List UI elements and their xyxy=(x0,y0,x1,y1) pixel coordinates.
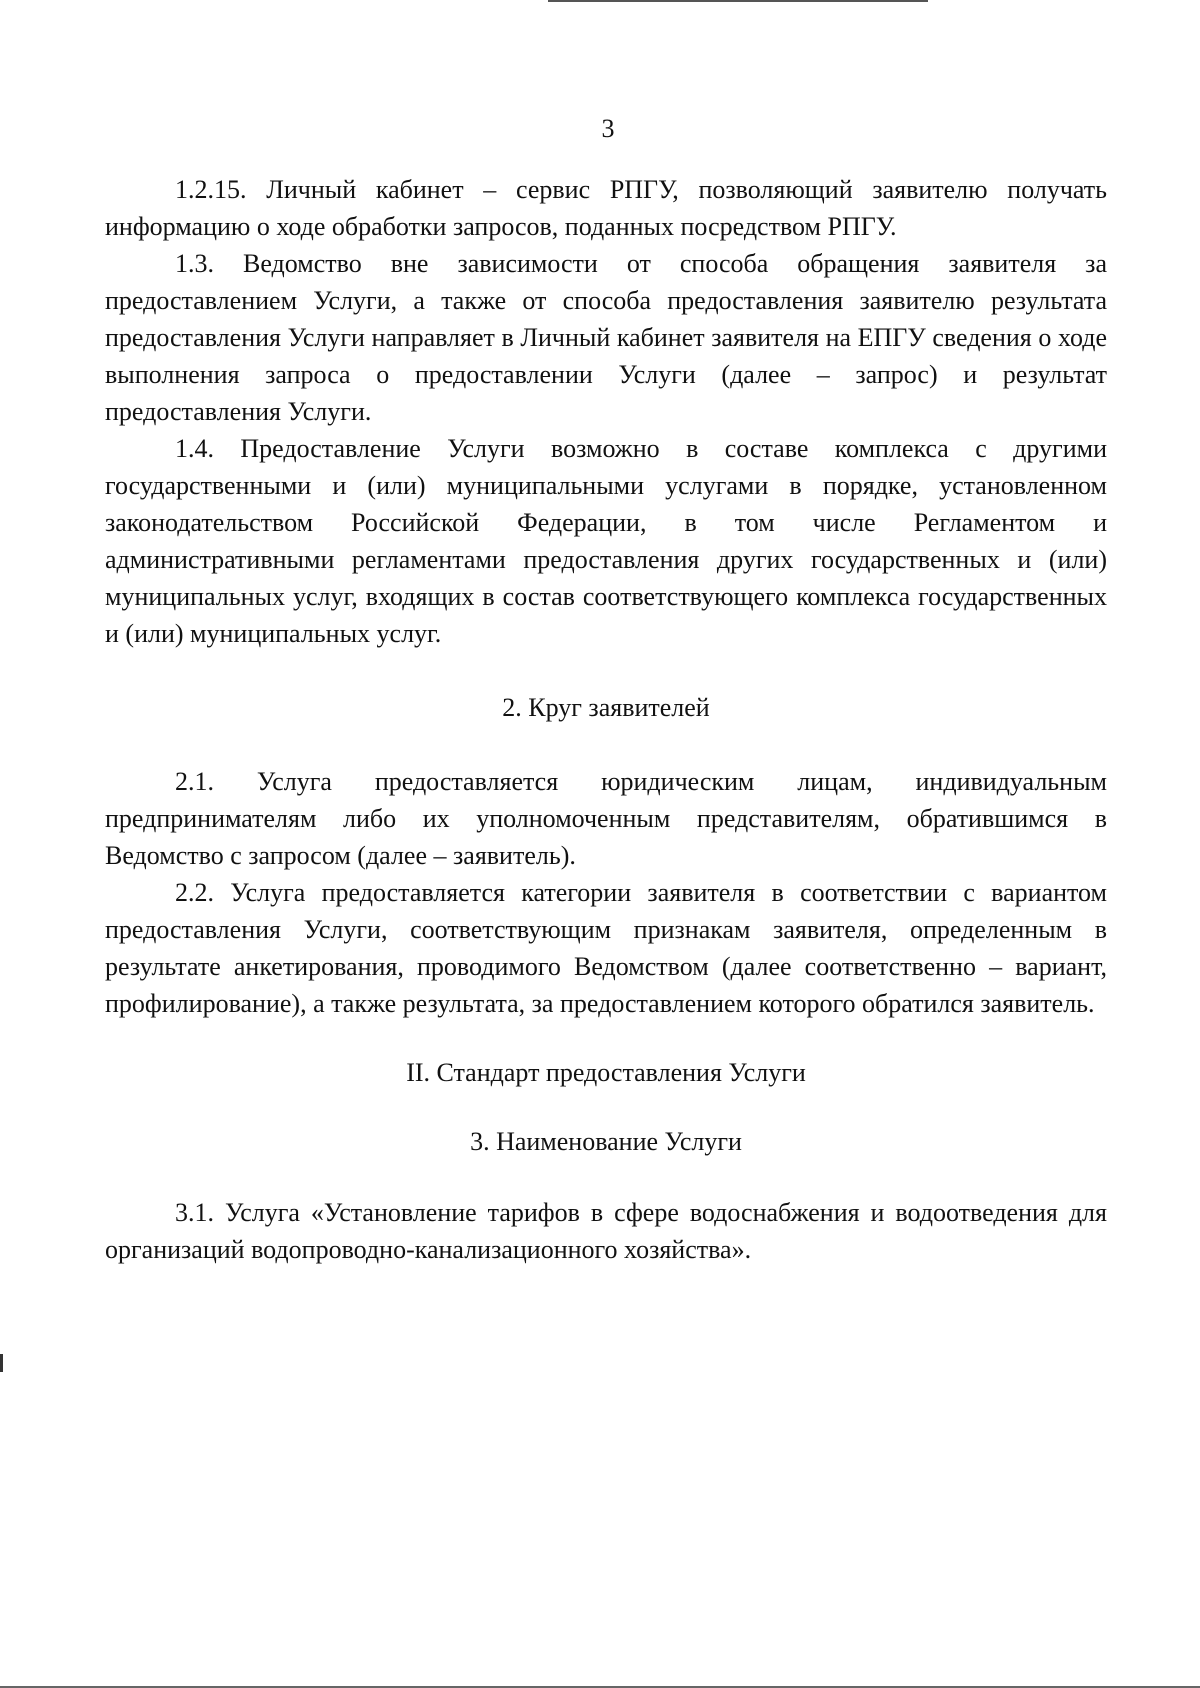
scan-mark-left xyxy=(0,1354,3,1372)
scan-border-top xyxy=(548,0,928,2)
document-body xyxy=(105,171,1107,1268)
paragraph-1-3: 1.3. Ведомство вне зависимости от способа обращения заявителя за предоставлением Услуги, а также от способа предоставления заявителю результата предоставления Услуги направляет в Личный кабинет заявителя на ЕПГУ сведения о ходе выполнения запроса о предоставлении Услуги (далее – запрос) и результат предоставления Услуги. xyxy=(105,249,1107,426)
page-number: 3 xyxy=(601,114,615,143)
section-heading-3: 3. Наименование Услуги xyxy=(470,1127,742,1156)
paragraph-2-1: 2.1. Услуга предоставляется юридическим лицам, индивидуальным предпринимателям либо их уполномоченным представителям, обратившимся в Ведомство с запросом (далее – заявитель). xyxy=(105,767,1107,870)
part-heading-ii: II. Стандарт предоставления Услуги xyxy=(406,1058,806,1087)
paragraph-2-2: 2.2. Услуга предоставляется категории заявителя в соответствии с вариантом предоставления Услуги, соответствующим признакам заявителя, определенным в результате анкетирования, проводимого Ведомством (далее соответственно – вариант, профилирование), а также результата, за предоставлением которого обратился заявитель. xyxy=(105,878,1107,1018)
section-heading-2: 2. Круг заявителей xyxy=(502,693,710,722)
paragraph-1-4: 1.4. Предоставление Услуги возможно в составе комплекса с другими государственными и (или) муниципальными услугами в порядке, установленном законодательством Российской Федерации, в том числе Регламентом и административными регламентами предоставления других государственных и (или) муниципальных услуг, входящих в состав соответствующего комплекса государственных и (или) муниципальных услуг. xyxy=(105,434,1107,648)
paragraph-1-2-15: 1.2.15. Личный кабинет – сервис РПГУ, позволяющий заявителю получать информацию о ходе обработки запросов, поданных посредством РПГУ. xyxy=(105,175,1107,241)
paragraph-3-1: 3.1. Услуга «Установление тарифов в сфере водоснабжения и водоотведения для организаций водопроводно-канализационного хозяйства». xyxy=(105,1198,1107,1264)
